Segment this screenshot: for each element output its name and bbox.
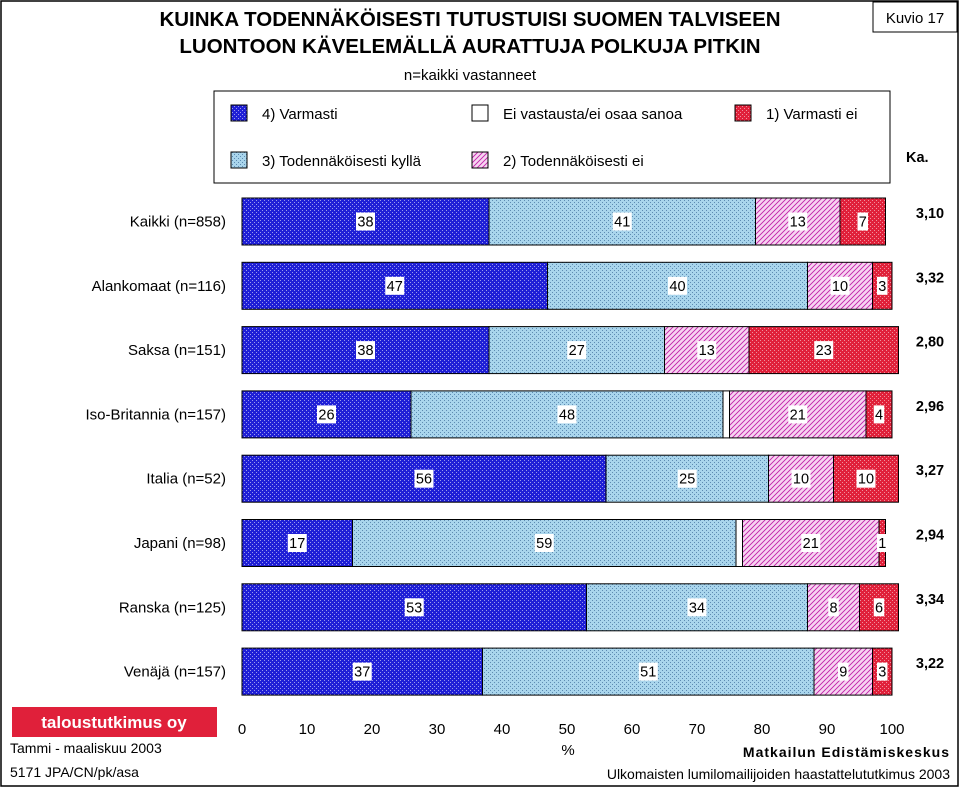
category-label: Kaikki (n=858) bbox=[129, 213, 226, 231]
data-label: 59 bbox=[536, 536, 553, 552]
x-tick-label: 60 bbox=[623, 721, 641, 738]
x-tick-label: 20 bbox=[363, 721, 381, 738]
data-label: 10 bbox=[792, 471, 810, 488]
data-label: 8 bbox=[829, 600, 838, 617]
x-tick-label: 50 bbox=[558, 721, 576, 738]
data-label: 17 bbox=[289, 536, 306, 552]
legend-label-varmasti: 4) Varmasti bbox=[262, 106, 338, 123]
legend-swatch-tod_ei bbox=[472, 152, 488, 168]
chart-subtitle: n=kaikki vastanneet bbox=[403, 67, 537, 84]
average-value: 2,94 bbox=[915, 527, 945, 544]
chart-title-line2: LUONTOON KÄVELEMÄLLÄ AURATTUJA POLKUJA PITKIN bbox=[179, 35, 761, 58]
category-label: Iso-Britannia (n=157) bbox=[85, 406, 226, 424]
data-label: 21 bbox=[789, 407, 806, 424]
plot-area bbox=[86, 198, 945, 695]
x-tick-label: 100 bbox=[879, 721, 905, 738]
data-label: 26 bbox=[318, 407, 335, 424]
data-label: 13 bbox=[698, 343, 715, 360]
data-label: 21 bbox=[802, 536, 819, 552]
x-tick-label: 90 bbox=[818, 721, 836, 738]
x-tick-label: 40 bbox=[493, 721, 511, 738]
legend-swatch-tod_kylla bbox=[231, 152, 247, 168]
data-label: 38 bbox=[357, 343, 374, 360]
data-label: 3 bbox=[878, 664, 887, 681]
legend-label-tod_kylla: 3) Todennäköisesti kyllä bbox=[262, 153, 421, 170]
x-tick-label: 80 bbox=[753, 721, 771, 738]
data-label: 6 bbox=[874, 600, 884, 617]
category-label: Venäjä (n=157) bbox=[123, 663, 226, 681]
data-label: 3 bbox=[878, 278, 887, 295]
legend-label-ei_vastausta: Ei vastausta/ei osaa sanoa bbox=[503, 106, 683, 123]
data-label: 7 bbox=[858, 214, 867, 231]
data-label: 41 bbox=[614, 214, 631, 231]
data-label: 37 bbox=[354, 664, 371, 681]
x-tick-label: 0 bbox=[237, 721, 247, 738]
data-label: 10 bbox=[831, 278, 849, 295]
data-label: 25 bbox=[679, 471, 696, 488]
average-value: 3,32 bbox=[915, 270, 945, 287]
category-label: Japani (n=98) bbox=[133, 535, 226, 552]
data-label: 56 bbox=[415, 471, 433, 488]
category-label: Ranska (n=125) bbox=[118, 599, 226, 617]
legend-label-tod_ei: 2) Todennäköisesti ei bbox=[503, 153, 644, 170]
average-header: Ka. bbox=[906, 150, 929, 166]
average-value: 2,96 bbox=[915, 398, 945, 415]
x-tick-label: 10 bbox=[298, 721, 316, 738]
organization-name: Matkailun Edistämiskeskus bbox=[742, 744, 950, 760]
company-logo: taloustutkimus oy bbox=[41, 713, 187, 732]
data-label: 4 bbox=[874, 407, 884, 424]
average-value: 3,27 bbox=[915, 463, 945, 480]
legend-swatch-ei_vastausta bbox=[472, 105, 488, 121]
legend-swatch-varmasti bbox=[231, 105, 247, 121]
data-label: 23 bbox=[815, 343, 832, 360]
document-code: 5171 JPA/CN/pk/asa bbox=[10, 764, 139, 780]
category-label: Saksa (n=151) bbox=[128, 342, 226, 360]
chart-title-line1: KUINKA TODENNÄKÖISESTI TUTUSTUISI SUOMEN TALVISEEN bbox=[159, 8, 781, 31]
x-tick-label: 30 bbox=[428, 721, 446, 738]
x-axis bbox=[238, 721, 905, 738]
data-label: 1 bbox=[878, 536, 887, 552]
data-label: 51 bbox=[640, 664, 657, 681]
x-tick-label: 70 bbox=[688, 721, 706, 738]
average-value: 2,80 bbox=[915, 334, 945, 351]
category-label: Alankomaat (n=116) bbox=[91, 277, 226, 295]
data-label: 40 bbox=[669, 278, 686, 295]
legend-swatch-varmasti_ei bbox=[735, 105, 751, 121]
bar-segment-ei_vastausta bbox=[723, 391, 730, 438]
data-label: 48 bbox=[558, 407, 576, 424]
data-label: 10 bbox=[857, 471, 875, 488]
data-label: 27 bbox=[568, 343, 585, 360]
average-value: 3,22 bbox=[915, 656, 945, 673]
x-axis-label: % bbox=[561, 742, 575, 759]
legend-label-varmasti_ei: 1) Varmasti ei bbox=[766, 106, 858, 123]
data-label: 34 bbox=[688, 600, 706, 617]
category-label: Italia (n=52) bbox=[146, 470, 226, 488]
average-value: 3,34 bbox=[915, 591, 945, 608]
data-label: 38 bbox=[357, 214, 374, 231]
survey-period: Tammi - maaliskuu 2003 bbox=[10, 740, 162, 756]
data-label: 47 bbox=[386, 278, 403, 295]
figure-label: Kuvio 17 bbox=[885, 10, 945, 27]
data-label: 9 bbox=[839, 664, 848, 681]
bar-segment-ei_vastausta bbox=[736, 520, 743, 567]
data-label: 53 bbox=[406, 600, 423, 617]
survey-name: Ulkomaisten lumilomailijoiden haastattelututkimus 2003 bbox=[606, 766, 950, 782]
average-value: 3,10 bbox=[915, 206, 945, 222]
data-label: 13 bbox=[789, 214, 806, 231]
